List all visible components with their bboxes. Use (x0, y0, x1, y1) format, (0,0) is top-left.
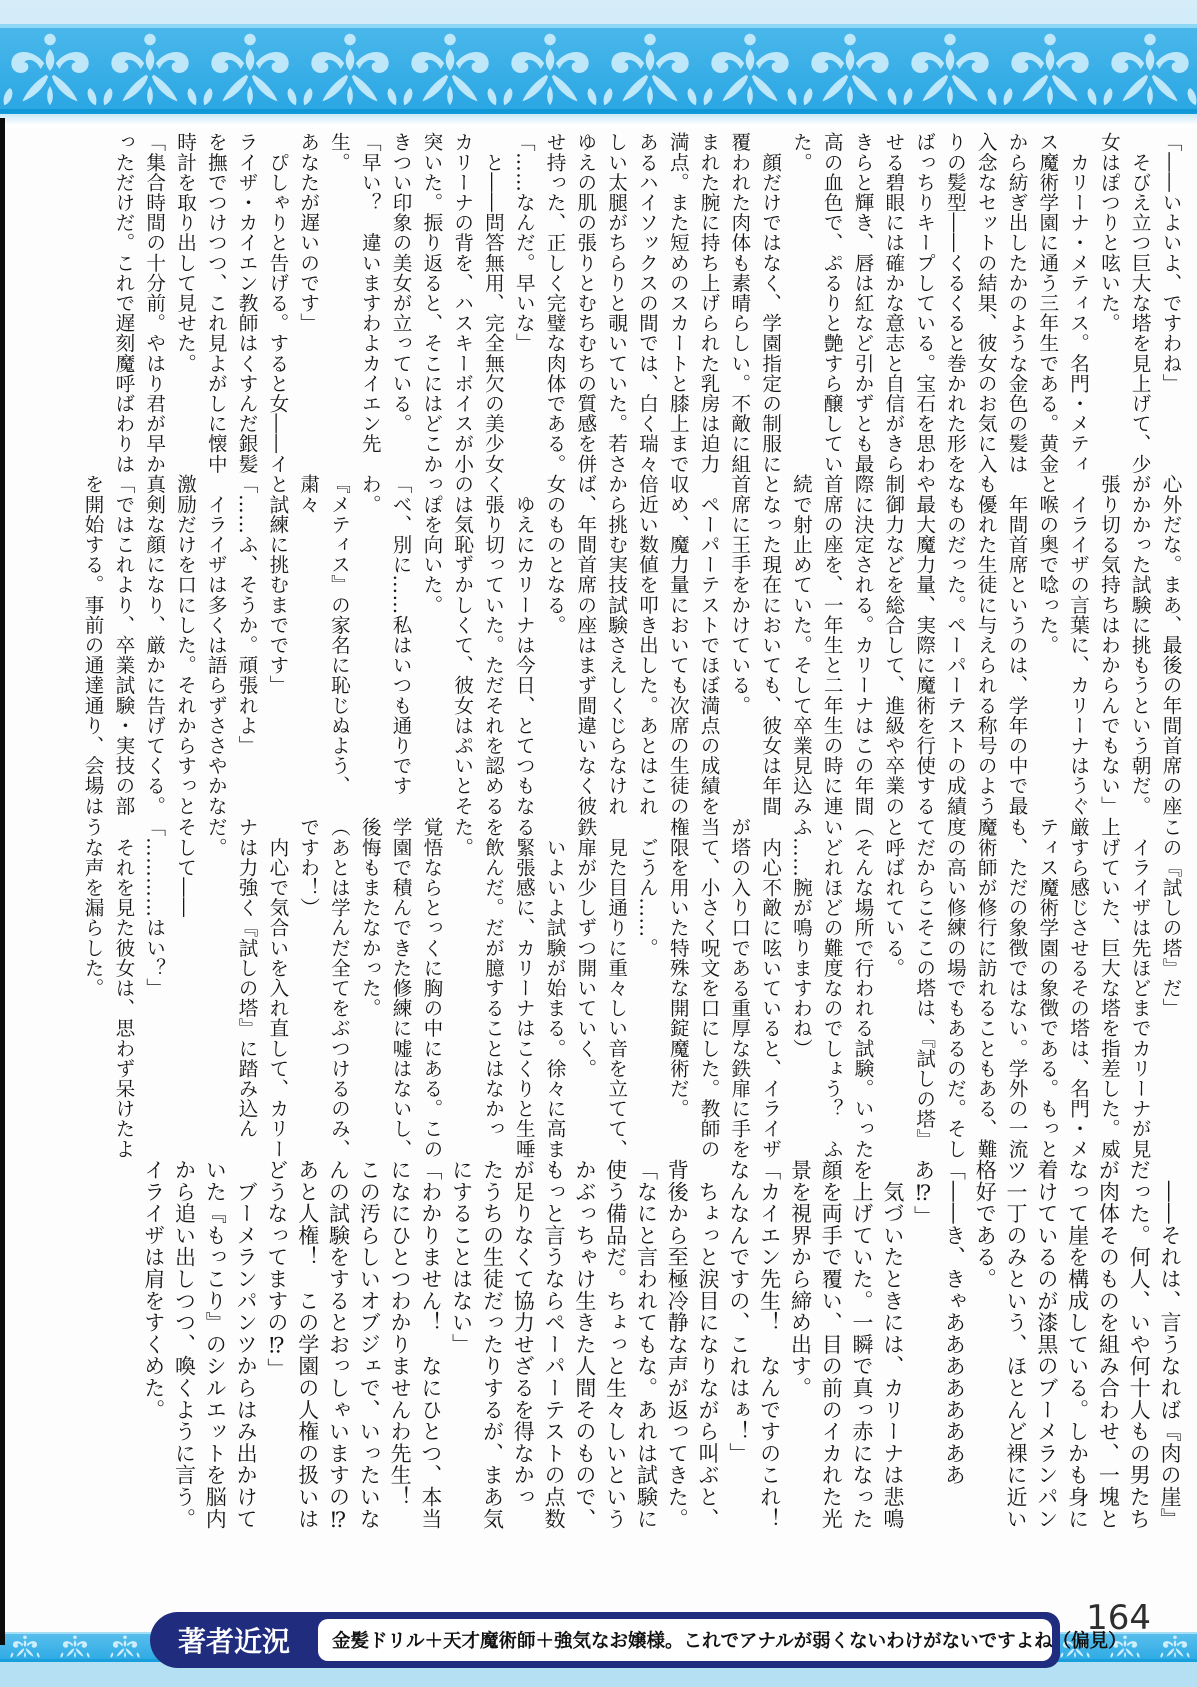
page-left-edge (0, 118, 5, 1645)
text-column: 度の高い修練の場でもあるのだ。そし (943, 817, 967, 1159)
text-column: 鉄扉が少しずつ開いていく。 (573, 817, 597, 1079)
text-column: もっと言うならペーパーテストの点数 (542, 1159, 567, 1530)
text-column: 続で射止めていた。そして卒業見込み (789, 474, 813, 816)
text-column: っただけだ。これで遅刻魔呼ばわりは (111, 132, 135, 474)
text-column: ごうん……。 (635, 817, 659, 958)
text-column: 年間首席というのは、学年の中で最 (1005, 474, 1029, 816)
text-column: ゆえにカリーナは今日、とてつもな (512, 474, 536, 816)
text-column: を上げていた。一瞬で真っ赤になった (850, 1159, 875, 1530)
text-column: この汚らしいオブジェで、いったいな (357, 1159, 382, 1530)
text-column: っぽを向いた。 (419, 474, 443, 615)
text-column: ばっちりキープしている。宝石を思わ (912, 132, 936, 474)
text-column: あなたが遅いのです」 (296, 132, 320, 333)
text-column: 女のものとなる。 (543, 474, 567, 635)
text-column: のは気恥ずかしくて、彼女はぷいとそ (450, 474, 474, 816)
text-column: 倍近い数値を叩き出した。あとはこれ (635, 474, 659, 816)
text-column: 内心で気合いを入れ直して、カリー (265, 817, 289, 1159)
text-column: 「べ、別に……私はいつも通りですわ。 (358, 474, 413, 796)
text-column: となった現在においても、彼女は年間 (758, 474, 782, 816)
text-column: んの試験をするとおっしゃいますの⁉ (326, 1159, 351, 1533)
text-column: 上げていた、巨大な塔を指差した。威 (1097, 817, 1121, 1159)
text-column: ツ一丁のみという、ほとんど裸に近い (1004, 1159, 1029, 1530)
text-column: も優れた生徒に与えられる称号のよう (974, 474, 998, 816)
text-column: 心外だな。まあ、最後の年間首席の座 (1159, 474, 1182, 816)
text-column: せる碧眼には確かな意志と自信がきら (881, 132, 905, 474)
text-column: 「わかりません！ なにひとつ、本当 (418, 1159, 443, 1530)
text-column: 顔を両手で覆い、目の前のイカれた光 (819, 1159, 844, 1530)
ornament-motif-icon (500, 29, 600, 109)
text-column: たうちの生徒だったりするが、まあ気 (480, 1159, 505, 1530)
text-column: ライザ・カイエン教師はくすんだ銀髪 (235, 132, 259, 474)
text-column: イライザの言葉に、カリーナはうぐ (1066, 474, 1090, 816)
text-column: ですわ！） (296, 817, 320, 918)
text-column: 格好である。 (973, 1159, 998, 1290)
text-column: 女はぽつりと呟いた。 (1097, 132, 1121, 333)
text-column: 「――き、きゃああああああああ (942, 1159, 967, 1486)
text-column: カリーナの背を、ハスキーボイスが小 (450, 132, 474, 474)
page-number: 164 (1086, 1598, 1151, 1638)
text-column: を撫でつけつつ、これ見よがしに懐中 (204, 132, 228, 474)
text-column: そして―― (173, 817, 197, 918)
text-column: 当て、小さく呪文を口にした。教師の (697, 817, 721, 1159)
top-border-fade (0, 113, 1197, 128)
author-note-panel (318, 1619, 1127, 1661)
text-column: いた『もっこり』のシルエットを脳内 (203, 1159, 228, 1530)
text-column: 突いた。振り返ると、そこにはどこか (419, 132, 443, 474)
text-column: なんなんですの、これはぁ！」 (726, 1159, 751, 1465)
text-column: 学園で積んできた修練に嘘はないし、 (389, 817, 413, 1159)
text-column: まれた腕に持ち上げられた乳房は迫力 (697, 132, 721, 474)
author-note-label: 著者近況 (177, 1625, 290, 1658)
text-column: 魔術師が修行に訪れることもある、難 (974, 817, 998, 1159)
text-column: 高の血色で、ぷるりと艶すら醸してい (820, 132, 844, 474)
text-column: ば、年間首席の座はまず間違いなく彼 (573, 474, 597, 816)
text-column: ティス魔術学園の象徴である。もっと (1035, 817, 1059, 1159)
text-column: 激励だけを口にした。それからすっと (173, 474, 197, 816)
ornament-motif-icon (1100, 29, 1197, 109)
text-column: 「カイエン先生！ なんですのこれ！ (757, 1159, 782, 1530)
text-column: 顔だけではなく、学園指定の制服に (758, 132, 782, 474)
text-section-3 (76, 817, 1185, 1169)
text-column: と試練に挑むまでです」 (265, 474, 289, 696)
text-column: どうなってますの⁉」 (264, 1159, 289, 1380)
text-column: 収め、魔力量においても次席の生徒の (666, 474, 690, 816)
text-column: 真剣な顔になり、厳かに告げてくる。 (142, 474, 166, 816)
text-column: 張り切る気持ちはわからんでもない」 (1097, 474, 1121, 816)
text-column: 「なにと言われてもな。あれは試験に (634, 1159, 659, 1530)
text-column: を開始する。事前の通達通り、会場は (81, 474, 105, 816)
text-column: イライザは多くは語らずささやかな (204, 474, 228, 816)
text-column: から挑む実技試験さえしくじらなけれ (604, 474, 628, 816)
top-ornament-band (0, 24, 1197, 114)
ornament-motif-icon (0, 29, 100, 109)
text-column: あと人権！ この学園の人権の扱いは (295, 1159, 320, 1530)
ornament-motif-icon (400, 29, 500, 109)
text-column: 着けているのが漆黒のブーメランパン (1034, 1159, 1059, 1530)
text-column: きつい印象の美女が立っている。 (389, 132, 413, 434)
text-column: と――問答無用、完全無欠の美少女 (481, 132, 505, 474)
ornament-motif-icon (600, 29, 700, 109)
text-column: になにひとつわかりませんわ先生！ (388, 1159, 413, 1508)
text-column: 見た目通りに重々しい音を立てて、 (604, 817, 628, 1159)
author-note-bar (150, 1612, 1127, 1668)
text-section-2 (76, 474, 1185, 826)
text-column: 「ではこれより、卒業試験・実技の部 (111, 474, 135, 816)
text-column: 覆われた肉体も素晴らしい。不敵に組 (727, 132, 751, 474)
text-column: 『メティス』の家名に恥じぬよう、粛々 (296, 474, 351, 796)
text-column: 気づいたときには、カリーナは悲鳴 (880, 1159, 905, 1530)
text-column: 景を視界から締め出す。 (788, 1159, 813, 1399)
text-column: から紡ぎ出したかのような金色の髪は (1005, 132, 1029, 474)
text-column: 「早い？ 違いますわよカイエン先生。 (327, 132, 382, 454)
text-column: かぶっちゃけ生きた人間そのもので、 (572, 1159, 597, 1530)
text-column: イライザは肩をすくめた。 (141, 1159, 166, 1421)
text-column: ちょっと涙目になりながら叫ぶと、 (696, 1159, 721, 1530)
text-column: ブーメランパンツからはみ出かけて (234, 1159, 259, 1530)
text-column: （あとは学んだ全てをぶつけるのみ、 (327, 817, 351, 1159)
text-column: イライザは先ほどまでカリーナが見 (1128, 817, 1152, 1159)
text-column: この『試しの塔』だ」 (1159, 817, 1182, 1018)
text-column: る緊張感に、カリーナはこくりと生唾 (512, 817, 536, 1159)
text-column: 入念なセットの結果、彼女のお気に入 (974, 132, 998, 474)
text-column: てだからこそこの塔は、『試しの塔』 (912, 817, 936, 1149)
text-column: 際に決定される。カリーナはこの年間 (851, 474, 875, 816)
ornament-motif-icon (0, 1634, 50, 1659)
text-column: や最大魔力量、実際に魔術を行使する (912, 474, 936, 816)
text-column: 後悔もまたなかった。 (358, 817, 382, 1018)
text-column: 首席に王手をかけている。 (727, 474, 751, 716)
text-column: ぴしゃりと告げる。すると女――イ (265, 132, 289, 474)
text-section-4 (138, 1159, 1185, 1549)
text-column: 時計を取り出して見せた。 (173, 132, 197, 374)
text-column: ふ……腕が鳴りますわね） (789, 817, 813, 1059)
text-column: と喉の奥で唸った。 (1035, 474, 1059, 655)
text-column: がかかった試験に挑もうという朝だ。 (1128, 474, 1152, 816)
text-column: それを見た彼女は、思わず呆けたよ (111, 817, 135, 1159)
text-column: カリーナ・メティス。名門・メティ (1066, 132, 1090, 474)
ornament-motif-icon (300, 29, 400, 109)
text-column: 厳すら感じさせるその塔は、名門・メ (1066, 817, 1090, 1159)
text-column: しい太腿がちらりと覗いていた。若さ (604, 132, 628, 474)
text-column: 「…………はい？」 (142, 817, 166, 998)
text-column: ゆえの肌の張りとむちむちの質感を併 (573, 132, 597, 474)
text-column: が肉体そのものを組み合わせ、一塊と (1096, 1159, 1121, 1530)
text-column: く張り切っていた。ただそれを認める (481, 474, 505, 816)
text-column: も、ただの象徴ではない。学外の一流 (1005, 817, 1029, 1159)
text-column: から追い出しつつ、喚くように言う。 (172, 1159, 197, 1530)
text-column: だった。何人、いや何十人もの男たち (1127, 1159, 1152, 1530)
ornament-motif-icon (100, 1634, 150, 1659)
text-column: ス魔術学園に通う三年生である。黄金 (1035, 132, 1059, 474)
text-section-1 (107, 132, 1185, 484)
ornament-motif-icon (800, 29, 900, 109)
text-column: 「集合時間の十分前。やはり君が早か (142, 132, 166, 474)
text-column: 背後から至極冷静な声が返ってきた。 (665, 1159, 690, 1530)
text-column: いよいよ試験が始まる。徐々に高ま (543, 817, 567, 1159)
text-column: ――それは、言うなれば『肉の崖』 (1158, 1159, 1182, 1530)
top-ornament-border (0, 0, 1197, 128)
text-column: ナは力強く『試しの塔』に踏み込んだ。 (204, 817, 259, 1139)
text-column: ペーパーテストでほぼ満点の成績を (697, 474, 721, 816)
text-column: きらと輝き、唇は紅など引かずとも最 (851, 132, 875, 474)
text-column: なって崖を構成している。しかも身に (1065, 1159, 1090, 1530)
text-column: が塔の入り口である重厚な鉄扉に手を (727, 817, 751, 1159)
text-column: が足りなくて協力せざるを得なかっ (511, 1159, 536, 1508)
text-column: うな声を漏らした。 (81, 817, 105, 998)
text-column: 制御力などを総合して、進級や卒業の (881, 474, 905, 816)
ornament-motif-icon (700, 29, 800, 109)
ornament-motif-icon (200, 29, 300, 109)
text-column: りの髪型――くるくると巻かれた形を (943, 132, 967, 474)
text-column: なものだった。ペーパーテストの成績 (943, 474, 967, 816)
text-column: を飲んだ。だが臆することはなかった。 (450, 817, 505, 1139)
ornament-motif-icon (50, 1634, 100, 1659)
text-column: いどれほどの難度なのでしょう？ ふ (820, 817, 844, 1159)
text-column: にすることはない」 (449, 1159, 474, 1356)
ornament-motif-icon (900, 29, 1000, 109)
text-column: 「……ふ、そうか。頑張れよ」 (235, 474, 259, 756)
text-column: 覚悟ならとっくに胸の中にある。この (419, 817, 443, 1159)
text-column: あるハイソックスの間では、白く瑞々 (635, 132, 659, 474)
text-column: せ持った、正しく完璧な肉体である。 (543, 132, 567, 474)
text-column: （そんな場所で行われる試験。いった (851, 817, 875, 1159)
text-column: あ⁉」 (911, 1159, 936, 1228)
text-column: 権限を用いた特殊な開錠魔術だ。 (666, 817, 690, 1119)
ornament-motif-icon (1150, 1634, 1197, 1659)
text-column: 内心不敵に呟いていると、イライザ (758, 817, 782, 1159)
text-column: 使う備品だ。ちょっと生々しいという (603, 1159, 628, 1530)
text-column: た。 (789, 132, 813, 173)
ornament-motif-icon (100, 29, 200, 109)
text-column: 「……なんだ。早いな」 (512, 132, 536, 354)
text-column: 満点。また短めのスカートと膝上まで (666, 132, 690, 474)
text-column: と呼ばれている。 (881, 817, 905, 978)
text-column: 首席の座を、一年生と二年生の時に連 (820, 474, 844, 816)
ornament-motif-icon (1000, 29, 1100, 109)
text-column: そびえ立つ巨大な塔を見上げて、少 (1128, 132, 1152, 474)
text-column: 「――いよいよ、ですわね」 (1159, 132, 1182, 394)
author-note-text: 金髪ドリル＋天才魔術師＋強気なお嬢様。これでアナルが弱くないわけがないですよね（偏見） (332, 1631, 1127, 1652)
